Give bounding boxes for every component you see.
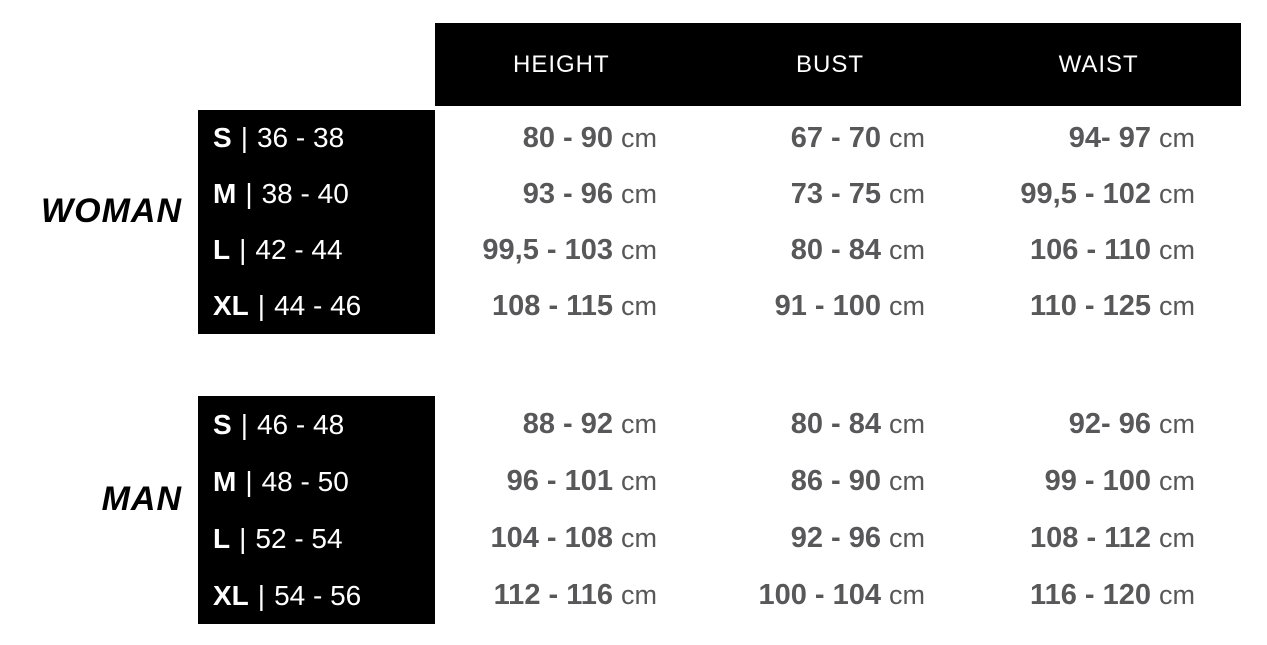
- height-cell: [435, 453, 703, 510]
- unit-label: cm: [889, 580, 925, 610]
- size-label: XL: [213, 579, 249, 611]
- waist-value: 106 - 110: [1030, 233, 1151, 266]
- size-cell: [198, 110, 435, 166]
- size-cell: [198, 222, 435, 278]
- unit-label: cm: [621, 580, 657, 610]
- size-label: L: [213, 522, 231, 554]
- waist-value: 116 - 120: [1030, 579, 1151, 611]
- bust-cell: [703, 567, 971, 624]
- size-label: S: [213, 122, 232, 153]
- height-cell: [435, 510, 703, 567]
- unit-label: cm: [1159, 290, 1195, 321]
- size-range: 38 - 40: [261, 178, 349, 209]
- bust-cell: [703, 453, 971, 510]
- bust-cell: [703, 510, 971, 567]
- section-label-man: MAN: [101, 479, 182, 518]
- unit-label: cm: [1159, 409, 1195, 439]
- section-label-woman: WOMAN: [41, 191, 182, 230]
- height-value: 96 - 101: [506, 465, 613, 497]
- unit-label: cm: [621, 466, 657, 496]
- waist-cell: [971, 567, 1241, 624]
- waist-cell: [971, 453, 1241, 510]
- woman-section: [0, 110, 1241, 334]
- waist-cell: [971, 278, 1241, 334]
- size-separator: |: [257, 290, 266, 321]
- size-cell: [198, 453, 435, 510]
- size-cell: [198, 166, 435, 222]
- unit-label: cm: [889, 234, 925, 265]
- bust-value: 73 - 75: [790, 177, 881, 210]
- waist-value: 110 - 125: [1030, 289, 1151, 322]
- bust-value: 92 - 96: [790, 522, 881, 554]
- bust-cell: [703, 110, 971, 166]
- table-header: [435, 23, 1241, 106]
- unit-label: cm: [889, 122, 925, 153]
- unit-label: cm: [889, 466, 925, 496]
- unit-label: cm: [889, 523, 925, 553]
- bust-cell: [703, 278, 971, 334]
- unit-label: cm: [621, 234, 657, 265]
- size-separator: |: [240, 408, 248, 440]
- bust-value: 80 - 84: [790, 408, 881, 440]
- bust-cell: [703, 222, 971, 278]
- unit-label: cm: [1159, 178, 1195, 209]
- size-range: 46 - 48: [256, 408, 345, 440]
- bust-cell: [703, 166, 971, 222]
- size-label: M: [213, 178, 237, 209]
- size-range: 36 - 38: [256, 122, 345, 153]
- waist-cell: [971, 396, 1241, 453]
- size-cell: [198, 567, 435, 624]
- waist-value: 99,5 - 102: [1020, 177, 1151, 210]
- size-separator: |: [257, 579, 266, 611]
- size-label: S: [213, 408, 232, 440]
- height-cell: [435, 166, 703, 222]
- unit-label: cm: [1159, 234, 1195, 265]
- unit-label: cm: [1159, 580, 1195, 610]
- waist-value: 92- 96: [1068, 408, 1151, 440]
- size-separator: |: [239, 234, 247, 265]
- unit-label: cm: [1159, 523, 1195, 553]
- unit-label: cm: [621, 122, 657, 153]
- size-separator: |: [240, 122, 248, 153]
- man-section: [0, 396, 1241, 624]
- height-cell: [435, 110, 703, 166]
- waist-cell: [971, 110, 1241, 166]
- height-cell: [435, 278, 703, 334]
- bust-value: 86 - 90: [790, 465, 881, 497]
- column-header-waist: WAIST: [1058, 50, 1139, 78]
- bust-value: 100 - 104: [758, 579, 881, 611]
- unit-label: cm: [621, 178, 657, 209]
- unit-label: cm: [621, 523, 657, 553]
- size-range: 52 - 54: [255, 522, 343, 554]
- unit-label: cm: [889, 178, 925, 209]
- bust-value: 91 - 100: [774, 289, 881, 322]
- size-label: XL: [213, 290, 249, 321]
- height-cell: [435, 396, 703, 453]
- size-label: L: [213, 234, 231, 265]
- bust-value: 67 - 70: [790, 121, 881, 154]
- height-value: 93 - 96: [522, 177, 613, 210]
- height-cell: [435, 567, 703, 624]
- waist-cell: [971, 166, 1241, 222]
- bust-value: 80 - 84: [790, 233, 881, 266]
- size-range: 44 - 46: [274, 290, 362, 321]
- size-separator: |: [239, 522, 247, 554]
- bust-cell: [703, 396, 971, 453]
- size-cell: [198, 510, 435, 567]
- column-header-bust: BUST: [795, 50, 864, 78]
- unit-label: cm: [1159, 466, 1195, 496]
- height-value: 112 - 116: [493, 579, 613, 611]
- unit-label: cm: [621, 409, 657, 439]
- height-value: 88 - 92: [522, 408, 613, 440]
- size-cell: [198, 396, 435, 453]
- size-separator: |: [245, 178, 253, 209]
- size-range: 42 - 44: [255, 234, 343, 265]
- unit-label: cm: [889, 409, 925, 439]
- height-value: 99,5 - 103: [482, 233, 613, 266]
- waist-cell: [971, 510, 1241, 567]
- waist-value: 108 - 112: [1030, 522, 1151, 554]
- size-range: 48 - 50: [261, 465, 349, 497]
- height-value: 80 - 90: [522, 121, 613, 154]
- height-value: 108 - 115: [492, 289, 613, 322]
- size-range: 54 - 56: [274, 579, 362, 611]
- size-separator: |: [245, 465, 253, 497]
- unit-label: cm: [621, 290, 657, 321]
- height-value: 104 - 108: [490, 522, 613, 554]
- height-cell: [435, 222, 703, 278]
- waist-value: 94- 97: [1068, 121, 1151, 154]
- column-header-height: HEIGHT: [512, 50, 610, 78]
- size-cell: [198, 278, 435, 334]
- size-label: M: [213, 465, 237, 497]
- unit-label: cm: [889, 290, 925, 321]
- unit-label: cm: [1159, 122, 1195, 153]
- waist-value: 99 - 100: [1044, 465, 1151, 497]
- waist-cell: [971, 222, 1241, 278]
